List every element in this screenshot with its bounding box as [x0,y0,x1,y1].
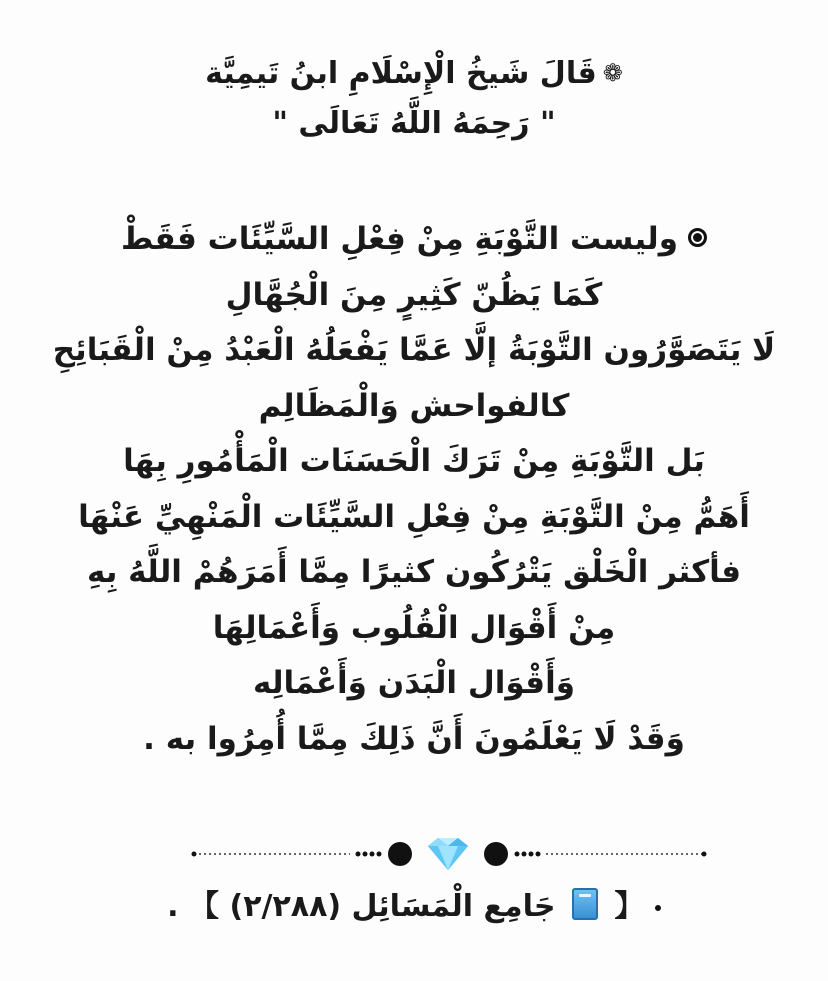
quote-header [0,48,828,149]
divider-small-dot [515,852,520,857]
divider-small-dot [363,852,368,857]
body-line-8: مِنْ أَقْوَال الْقُلُوب وَأَعْمَالِهَا [212,609,616,646]
body-line-4: كالفواحش وَالْمَظَالِم [258,387,570,424]
divider-big-dot-left [388,842,412,866]
source-citation [0,880,828,934]
ornamental-divider [190,834,710,874]
header-line-2: " رَحِمَهُ اللَّهُ تَعَالَى " [272,106,556,141]
body-line-2: كَمَا يَظُنّ كَثِيرٍ مِنَ الْجُهَّالِ [225,276,603,313]
flower-bullet-icon: ❁ [602,59,623,87]
open-bracket: 【 [614,889,645,924]
body-line-3: لَا يَتَصَوَّرُون التَّوْبَةُ إلَّا عَمَّا يَفْعَلُهُ الْعَبْدُ مِنْ الْقَبَائِحِ [52,332,776,368]
citation-source-text: جَامِع الْمَسَائِل (٢/٢٨٨) [229,889,556,924]
divider-small-dot [529,852,534,857]
citation-line [0,880,828,934]
circle-bullet-icon [688,228,707,247]
citation-bullet-icon [655,905,661,911]
body-line-9: وَأَقْوَال الْبَدَن وَأَعْمَالِه [253,665,575,701]
divider-small-dot [536,852,541,857]
book-icon [572,888,598,920]
divider-big-dot-right [484,842,508,866]
body-line-6: أَهَمُّ مِنْ التَّوْبَةِ مِنْ فِعْلِ السَّيِّئَات الْمَنْهِيِّ عَنْهَا [78,498,750,535]
diamond-icon [428,838,468,870]
divider-end-dot-left [192,852,197,857]
body-line-7: فأكثر الْخَلْق يَتْرُكُون كثيرًا مِمَّا أَمَرَهُمْ اللَّهُ بِهِ [86,554,742,590]
divider-end-dot-right [702,852,707,857]
divider-graphic [190,834,710,874]
citation-trailing-dot: . [167,889,179,924]
header-line-1 [0,48,828,99]
body-line-1 [0,212,828,268]
divider-small-dot [356,852,361,857]
divider-small-dot [377,852,382,857]
divider-small-dot [370,852,375,857]
body-line-10: وَقَدْ لَا يَعْلَمُونَ أَنَّ ذَلِكَ مِمَّا أُمِرُوا به . [143,720,685,757]
body-line-5: بَل التَّوْبَةِ مِنْ تَرَكَ الْحَسَنَات الْمَأْمُورِ بِهَا [123,443,705,479]
divider-small-dot [522,852,527,857]
header-author-text: قَالَ شَيخُ الْإِسْلَامِ ابنُ تَيمِيَّة [205,56,597,91]
quote-body [0,212,828,767]
body-line-1-text: وليست التَّوْبَةِ مِنْ فِعْلِ السَّيِّئَات فَقَطْ [121,221,678,257]
close-bracket: 】 [189,889,220,924]
